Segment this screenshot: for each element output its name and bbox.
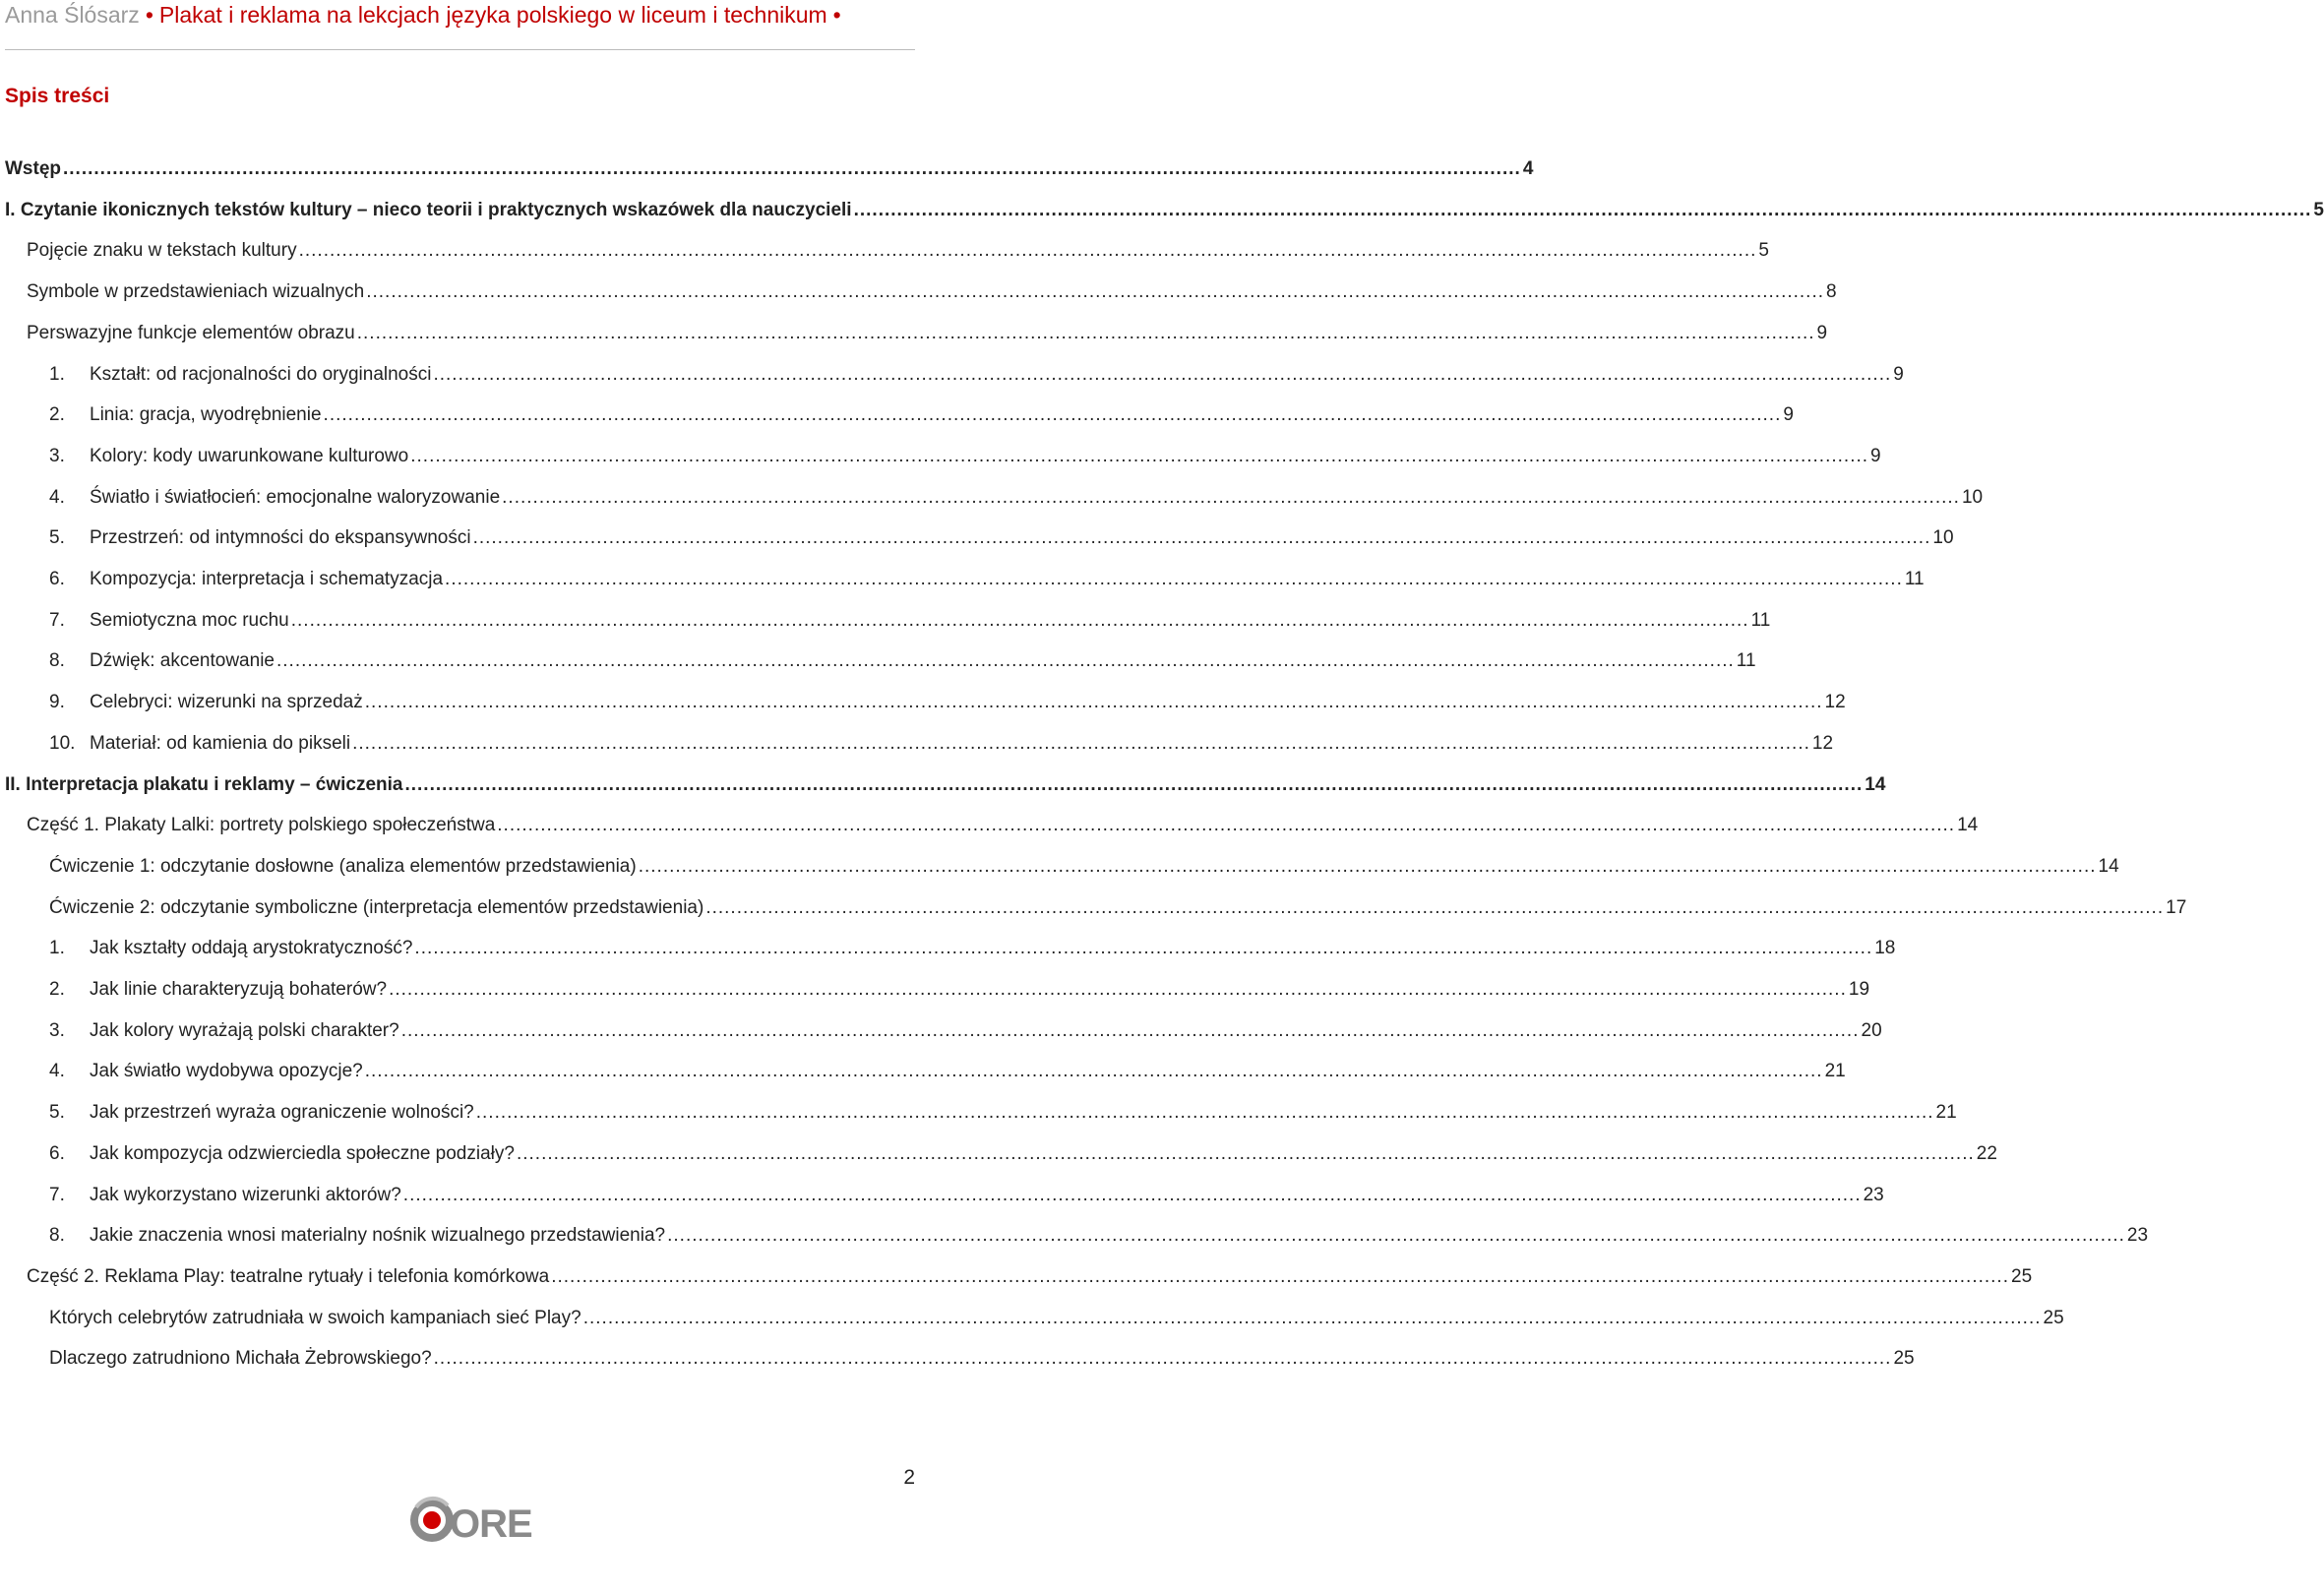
toc-entry-text: Celebryci: wizerunki na sprzedaż	[90, 692, 363, 712]
toc-entry[interactable]	[49, 1345, 1915, 1373]
toc-entry[interactable]	[49, 1182, 1884, 1209]
toc-entry-text: Pojęcie znaku w tekstach kultury	[27, 240, 297, 261]
toc-entry[interactable]	[27, 278, 1837, 306]
toc-entry-page: 11	[1750, 610, 1771, 631]
toc-entry-text: Jak wykorzystano wizerunki aktorów?	[90, 1185, 401, 1205]
toc-entry-text: Jak kształty oddają arystokratyczność?	[90, 938, 413, 958]
toc-entry-number: 10.	[49, 733, 76, 754]
toc-entry-page: 11	[1904, 569, 1925, 589]
toc-entry-text: Kompozycja: interpretacja i schematyzacja	[90, 569, 444, 589]
toc-entry-text: II. Interpretacja plakatu i reklamy – ćwiczenia	[5, 774, 403, 795]
toc-entry-leader	[517, 1140, 1975, 1168]
toc-entry-page: 19	[1848, 979, 1870, 1000]
toc-entry-page: 9	[1783, 404, 1794, 425]
toc-entry-page: 12	[1824, 692, 1846, 712]
toc-entry[interactable]	[49, 976, 1870, 1004]
toc-entry-leader	[389, 976, 1847, 1004]
toc-entry[interactable]	[49, 443, 1881, 470]
toc-entry-page: 9	[1893, 364, 1904, 385]
toc-entry-page: 12	[1811, 733, 1834, 754]
page-header	[5, 0, 915, 50]
toc-entry-number: 6.	[49, 1143, 65, 1164]
toc-entry[interactable]	[49, 1140, 1997, 1168]
toc-entry[interactable]	[49, 894, 2187, 922]
toc-entry-page: 14	[1865, 774, 1886, 795]
logo-text: ORE	[450, 1502, 532, 1546]
toc-entry[interactable]	[49, 524, 1954, 552]
toc-entry[interactable]	[49, 1099, 1957, 1127]
toc-entry-text: Materiał: od kamienia do pikseli	[90, 733, 351, 754]
toc-entry-text: Jak linie charakteryzują bohaterów?	[90, 979, 388, 1000]
toc-entry-number: 4.	[49, 487, 65, 508]
toc-entry[interactable]	[27, 237, 1769, 265]
toc-entry-text: Ćwiczenie 2: odczytanie symboliczne (interpretacja elementów przedstawienia)	[49, 897, 704, 918]
toc-entry-leader	[497, 812, 1955, 839]
toc-entry[interactable]	[49, 484, 1984, 512]
toc-entry-text: Dlaczego zatrudniono Michała Żebrowskiego?	[49, 1348, 432, 1369]
toc-entry-text: Jakie znaczenia wnosi materialny nośnik wizualnego przedstawienia?	[90, 1225, 666, 1246]
toc-entry-page: 10	[1932, 527, 1954, 548]
toc-entry-page: 14	[1957, 815, 1979, 835]
toc-entry-text: Jak kompozycja odzwierciedla społeczne podziały?	[90, 1143, 515, 1164]
toc-entry-number: 5.	[49, 527, 65, 548]
toc-entry[interactable]	[49, 730, 1834, 758]
toc-entry[interactable]	[5, 155, 1534, 183]
toc-entry-text: Linia: gracja, wyodrębnienie	[90, 404, 322, 425]
toc-entry-number: 3.	[49, 1020, 65, 1041]
toc-entry-leader	[63, 155, 1521, 183]
toc-entry-text: Część 1. Plakaty Lalki: portrety polskiego społeczeństwa	[27, 815, 496, 835]
toc-entry[interactable]	[49, 647, 1756, 675]
toc-entry-leader	[403, 1182, 1862, 1209]
toc-entry-number: 3.	[49, 446, 65, 466]
toc-entry-page: 17	[2166, 897, 2187, 918]
toc-entry-leader	[476, 1099, 1934, 1127]
toc-entry-leader	[639, 853, 2097, 881]
toc-entry-leader	[365, 689, 1823, 716]
toc-entry-page: 25	[2011, 1266, 2033, 1287]
toc-entry-leader	[365, 1058, 1823, 1085]
toc-entry-leader	[352, 730, 1810, 758]
toc-entry-page: 8	[1826, 281, 1837, 302]
toc-entry-text: Ćwiczenie 1: odczytanie dosłowne (analiza elementów przedstawienia)	[49, 856, 637, 877]
header-author: Anna Ślósarz	[5, 2, 140, 28]
toc-entry-text: Część 2. Reklama Play: teatralne rytuały i telefonia komórkowa	[27, 1266, 550, 1287]
toc-entry-page: 23	[2126, 1225, 2149, 1246]
toc-entry-leader	[502, 484, 1960, 512]
toc-entry-leader	[291, 607, 1749, 635]
toc-entry-number: 9.	[49, 692, 65, 712]
toc-entry-number: 7.	[49, 610, 65, 631]
toc-entry[interactable]	[49, 607, 1771, 635]
page-number: 2	[903, 1466, 915, 1489]
header-bullet-end: •	[832, 2, 841, 28]
toc-entry-page: 22	[1976, 1143, 1997, 1164]
toc-entry-page: 4	[1522, 158, 1534, 179]
toc-entry-page: 25	[1893, 1348, 1915, 1369]
toc-entry-leader	[473, 524, 1931, 552]
toc-entry-leader	[404, 771, 1863, 799]
header-bullet: •	[145, 2, 153, 28]
toc-entry-page: 9	[1870, 446, 1881, 466]
toc-entry-text: Przestrzeń: od intymności do ekspansywności	[90, 527, 471, 548]
toc-entry[interactable]	[27, 812, 1979, 839]
toc-entry-page: 23	[1863, 1185, 1884, 1205]
toc-entry-text: Których celebrytów zatrudniała w swoich kampaniach sieć Play?	[49, 1308, 581, 1328]
toc-entry-number: 1.	[49, 938, 65, 958]
toc-entry-leader	[667, 1222, 2125, 1250]
toc-entry-leader	[414, 935, 1872, 962]
toc-entry-leader	[854, 197, 2312, 224]
toc-entry-page: 10	[1961, 487, 1984, 508]
toc-entry-page: 5	[2313, 200, 2324, 220]
toc-entry-number: 1.	[49, 364, 65, 385]
toc-entry[interactable]	[27, 320, 1828, 347]
toc-entry-leader	[357, 320, 1815, 347]
toc-entry-number: 8.	[49, 650, 65, 671]
toc-entry-page: 9	[1816, 323, 1828, 343]
toc-entry-text: Kształt: od racjonalności do oryginalności	[90, 364, 432, 385]
toc-entry[interactable]	[49, 1305, 2064, 1332]
toc-entry[interactable]	[5, 771, 1886, 799]
toc-entry-text: Kolory: kody uwarunkowane kulturowo	[90, 446, 409, 466]
toc-entry[interactable]	[27, 1263, 2033, 1291]
toc-entry-leader	[583, 1305, 2042, 1332]
toc-entry-text: Jak kolory wyrażają polski charakter?	[90, 1020, 399, 1041]
toc-entry-text: Wstęp	[5, 158, 61, 179]
toc-entry[interactable]	[49, 566, 1925, 593]
header-title: Plakat i reklama na lekcjach języka polskiego w liceum i technikum	[158, 2, 827, 28]
toc-entry-text: Dźwięk: akcentowanie	[90, 650, 275, 671]
toc-entry-number: 4.	[49, 1061, 65, 1081]
ore-logo	[408, 1496, 532, 1546]
toc-entry-page: 20	[1861, 1020, 1882, 1041]
toc-entry-number: 8.	[49, 1225, 65, 1246]
toc-entry-leader	[551, 1263, 2009, 1291]
toc-entry-text: I. Czytanie ikonicznych tekstów kultury – nieco teorii i praktycznych wskazówek dla nauczycieli	[5, 200, 852, 220]
toc-entry[interactable]	[49, 689, 1846, 716]
toc-entry-number: 2.	[49, 404, 65, 425]
toc-entry[interactable]	[49, 1222, 2149, 1250]
toc-entry[interactable]	[49, 361, 1904, 389]
toc-entry-number: 6.	[49, 569, 65, 589]
toc-entry-leader	[276, 647, 1735, 675]
toc-entry-number: 5.	[49, 1102, 65, 1123]
toc-entry-page: 18	[1874, 938, 1896, 958]
toc-entry-leader	[434, 1345, 1892, 1373]
toc-entry-page: 25	[2043, 1308, 2064, 1328]
toc-entry[interactable]	[49, 1017, 1882, 1045]
toc-entry-text: Symbole w przedstawieniach wizualnych	[27, 281, 365, 302]
toc-entry-page: 21	[1935, 1102, 1957, 1123]
toc-entry-text: Semiotyczna moc ruchu	[90, 610, 289, 631]
toc-entry-number: 7.	[49, 1185, 65, 1205]
toc-entry-leader	[445, 566, 1903, 593]
toc-entry-text: Perswazyjne funkcje elementów obrazu	[27, 323, 355, 343]
toc-entry-page: 14	[2098, 856, 2119, 877]
toc-entry[interactable]	[5, 197, 2324, 224]
toc-entry-page: 5	[1758, 240, 1769, 261]
toc-entry-leader	[324, 401, 1782, 429]
toc-entry-leader	[401, 1017, 1860, 1045]
toc-entry[interactable]	[49, 401, 1794, 429]
toc-entry-page: 11	[1736, 650, 1756, 671]
toc-entry-text: Jak światło wydobywa opozycje?	[90, 1061, 363, 1081]
toc-entry[interactable]	[49, 853, 2119, 881]
toc-title: Spis treści	[5, 85, 110, 107]
toc-entry-page: 21	[1824, 1061, 1846, 1081]
toc-entry-text: Światło i światłocień: emocjonalne waloryzowanie	[90, 487, 501, 508]
toc-entry-leader	[410, 443, 1868, 470]
toc-entry-leader	[433, 361, 1891, 389]
toc-entry-text: Jak przestrzeń wyraża ograniczenie wolności?	[90, 1102, 474, 1123]
toc-entry-leader	[299, 237, 1757, 265]
toc-entry[interactable]	[49, 935, 1896, 962]
toc-entry-leader	[705, 894, 2164, 922]
toc-entry[interactable]	[49, 1058, 1846, 1085]
toc-entry-number: 2.	[49, 979, 65, 1000]
toc-entry-leader	[366, 278, 1824, 306]
